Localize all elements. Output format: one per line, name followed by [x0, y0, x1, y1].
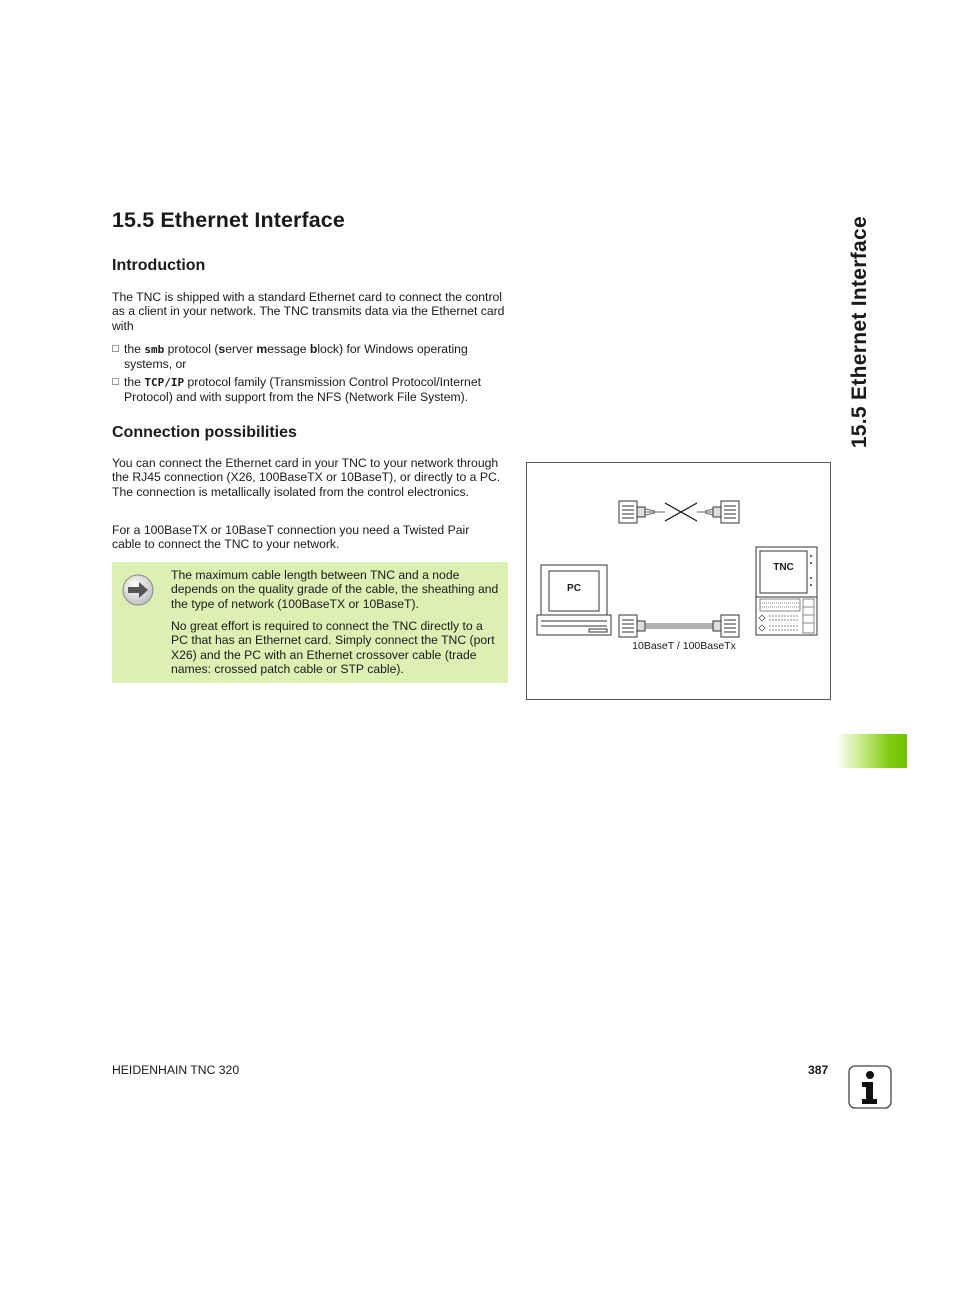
pc-computer-icon	[537, 565, 611, 635]
introduction-paragraph: The TNC is shipped with a standard Ethernet card to connect the control as a client in your network. The TNC transmits data via the Ethernet card with	[112, 290, 505, 333]
tnc-label: TNC	[773, 562, 794, 573]
cable-label: 10BaseT / 100BaseTx	[632, 640, 736, 652]
bullet-tcpip: the TCP/IP protocol family (Transmission Control Protocol/Internet Protocol) and with support from the NFS (Network File System).	[112, 375, 510, 405]
tnc-control-icon	[756, 547, 817, 635]
page-number: 387	[808, 1063, 829, 1077]
connection-diagram	[527, 463, 830, 699]
chapter-tab	[836, 734, 907, 768]
straight-cable-icon	[619, 615, 739, 637]
note-paragraph-2: No great effort is required to connect the TNC directly to a PC that has an Ethernet card. Simply connect the TNC (port X26) and the PC with an Ethernet crossover cable (trade names: crossed patch cable or STP cable).	[171, 619, 495, 677]
code-tcpip: TCP/IP	[144, 376, 185, 389]
info-icon	[848, 1065, 892, 1109]
arrow-right-icon	[122, 574, 154, 606]
connection-figure	[526, 462, 831, 700]
note-paragraph-1: The maximum cable length between TNC and a node depends on the quality grade of the cable, the sheathing and the type of network (100BaseTX or 10BaseT).	[171, 568, 499, 611]
connection-heading: Connection possibilities	[112, 424, 297, 441]
code-smb: smb	[144, 343, 165, 356]
introduction-heading: Introduction	[112, 257, 206, 274]
note-box	[112, 562, 508, 683]
footer-brand: HEIDENHAIN TNC 320	[112, 1063, 240, 1077]
bullet-square-icon	[112, 378, 119, 385]
bullet-smb: the smb protocol (server message block) for Windows operating systems, or	[112, 342, 510, 372]
connection-paragraph-1: You can connect the Ethernet card in your TNC to your network through the RJ45 connection (X26, 100BaseTX or 10BaseT), or directly to a PC. The connection is metallically isolated from the control electronics.	[112, 456, 501, 499]
crossover-cable-icon	[619, 501, 739, 523]
page-title: 15.5 Ethernet Interface	[112, 208, 345, 232]
connection-paragraph-2: For a 100BaseTX or 10BaseT connection you need a Twisted Pair cable to connect the TNC to your network.	[112, 523, 470, 552]
pc-label: PC	[567, 583, 581, 594]
bullet-square-icon	[112, 345, 119, 352]
